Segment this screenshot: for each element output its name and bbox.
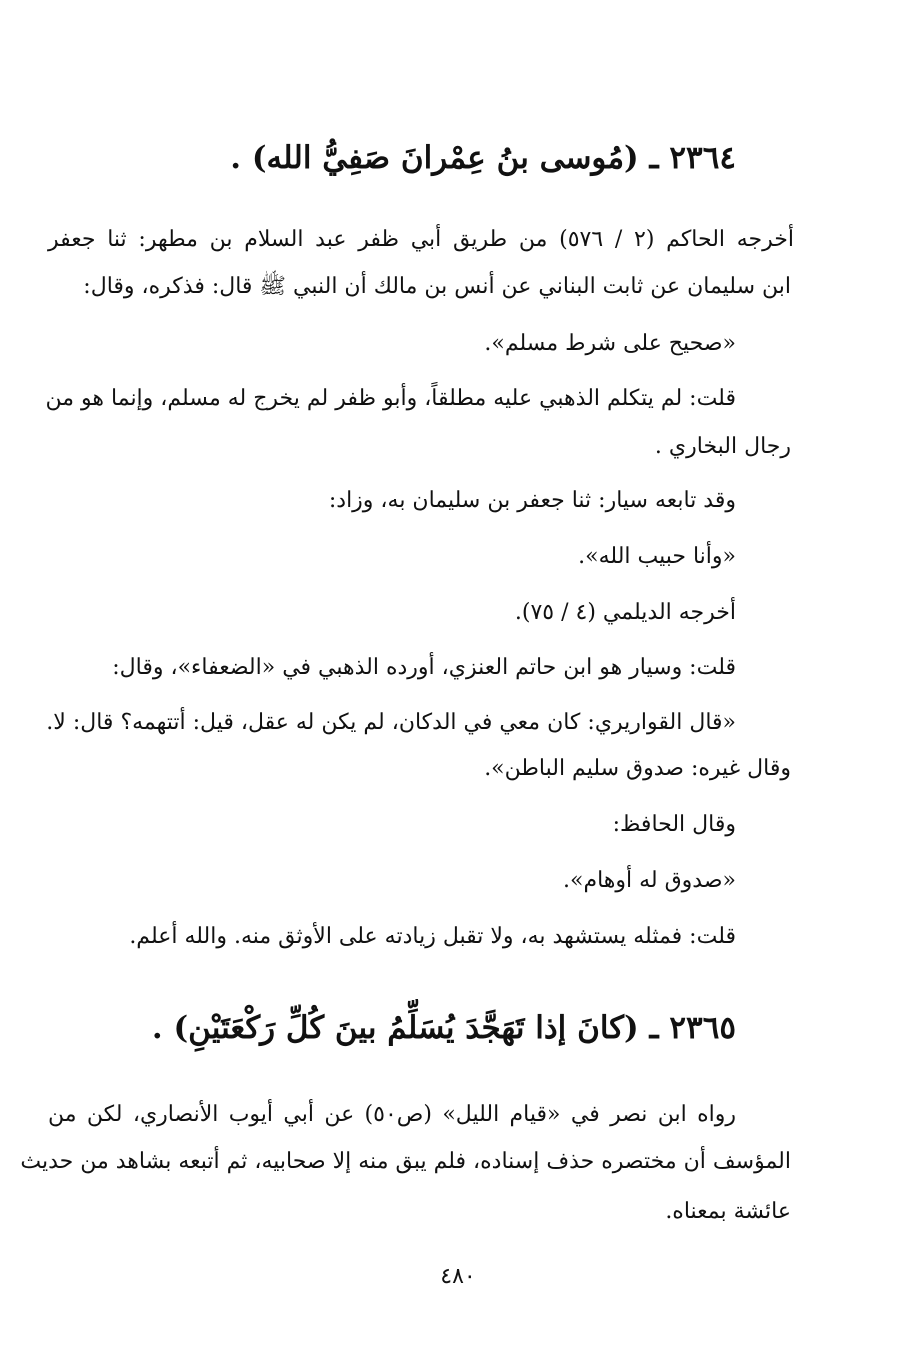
hadith-2364-line-11: وقال غيره: صدوق سليم الباطن». (484, 756, 791, 781)
hadith-2364-line-13: «صدوق له أوهام». (563, 868, 736, 893)
hadith-2364-line-4: قلت: لم يتكلم الذهبي عليه مطلقاً، وأبو ظفر لم يخرج له مسلم، وإنما هو من (45, 386, 736, 411)
hadith-2364-line-9: قلت: وسيار هو ابن حاتم العنزي، أورده الذهبي في «الضعفاء»، وقال: (112, 655, 736, 680)
hadith-2365-line-1: رواه ابن نصر في «قيام الليل» (ص٥٠) عن أبي أيوب الأنصاري، لكن من (48, 1102, 736, 1127)
hadith-2365-line-3: عائشة بمعناه. (665, 1199, 791, 1224)
hadith-2365-heading: ٢٣٦٥ ـ (كانَ إذا تَهَجَّدَ يُسَلِّمُ بينَ كُلِّ رَكْعَتَيْنِ) . (151, 1010, 736, 1046)
hadith-2364-line-6: وقد تابعه سيار: ثنا جعفر بن سليمان به، وزاد: (328, 488, 736, 513)
page-number: ٤٨٠ (440, 1264, 476, 1289)
hadith-2364-line-8: أخرجه الديلمي (٤ / ٧٥). (514, 600, 736, 625)
hadith-2364-line-14: قلت: فمثله يستشهد به، ولا تقبل زيادته على الأوثق منه. والله أعلم. (129, 924, 736, 949)
hadith-2365-line-2: المؤسف أن مختصره حذف إسناده، فلم يبق منه إلا صحابيه، ثم أتبعه بشاهد من حديث (20, 1149, 791, 1174)
hadith-2364-line-12: وقال الحافظ: (612, 812, 736, 837)
hadith-2364-line-10: «قال القواريري: كان معي في الدكان، لم يكن له عقل، قيل: أتتهمه؟ قال: لا. (46, 710, 736, 735)
hadith-2364-line-7: «وأنا حبيب الله». (578, 544, 736, 569)
hadith-2364-line-3: «صحيح على شرط مسلم». (484, 331, 736, 356)
hadith-2364-line-1: أخرجه الحاكم (٢ / ٥٧٦) من طريق أبي ظفر عبد السلام بن مطهر: ثنا جعفر (48, 227, 794, 252)
hadith-2364-line-2: ابن سليمان عن ثابت البناني عن أنس بن مالك أن النبي ﷺ قال: فذكره، وقال: (83, 274, 791, 299)
hadith-2364-heading: ٢٣٦٤ ـ (مُوسى بنُ عِمْرانَ صَفِيُّ الله) . (230, 140, 736, 176)
hadith-2364-line-5: رجال البخاري . (654, 434, 791, 459)
